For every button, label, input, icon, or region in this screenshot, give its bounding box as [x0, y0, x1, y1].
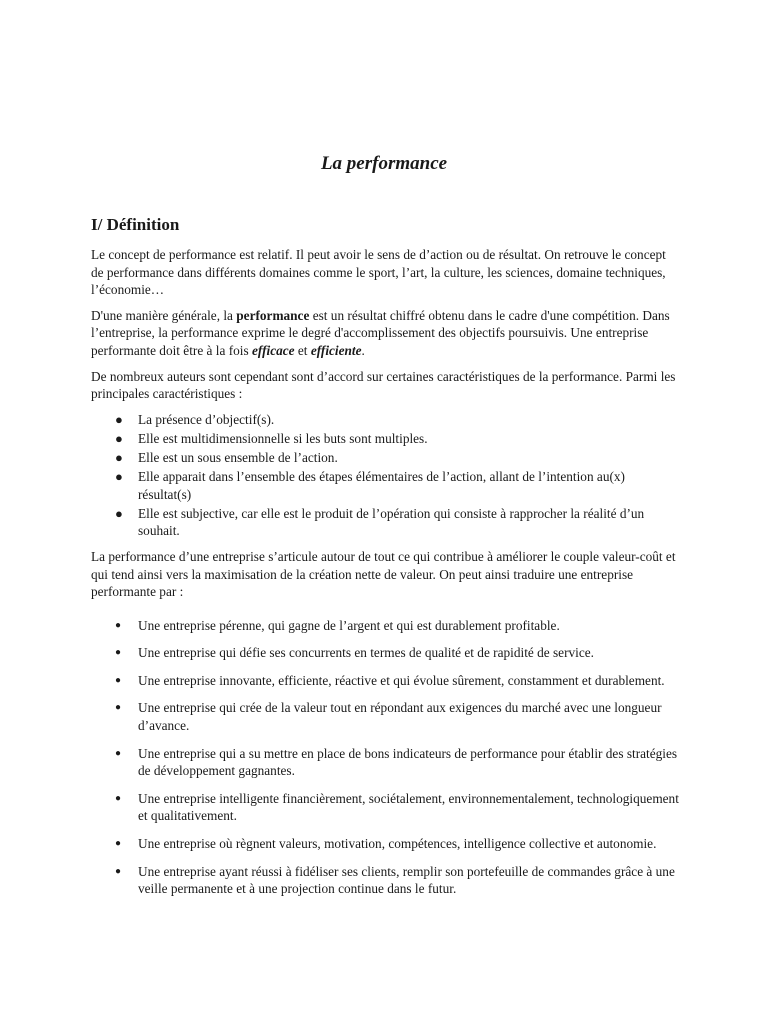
paragraph-definition [91, 307, 681, 360]
list-item-text: Une entreprise ayant réussi à fidéliser ses clients, remplir son portefeuille de commandes grâce à une veille permanente et à une projection continue dans le futur. [138, 863, 675, 897]
list-item [91, 699, 681, 734]
bullet-icon: ● [115, 411, 123, 427]
list-item-text: Une entreprise qui défie ses concurrents en termes de qualité et de rapidité de service. [138, 645, 594, 661]
definition-text-1: D'une manière générale, la [91, 307, 237, 323]
document-title: La performance [320, 153, 448, 174]
bullet-icon: ● [115, 674, 122, 686]
term-efficace: efficace [251, 342, 295, 358]
definition-text-4: . [361, 342, 365, 358]
list-item-text: Une entreprise qui crée de la valeur tout en répondant aux exigences du marché avec une longueur d’avance. [138, 700, 662, 734]
bullet-icon: ● [115, 865, 122, 877]
document-body [91, 214, 681, 908]
bullet-icon: ● [115, 792, 122, 804]
bullet-icon: ● [115, 430, 123, 446]
characteristics-list [91, 411, 681, 540]
paragraph-concept: Le concept de performance est relatif. Il peut avoir le sens de d’action ou de résultat. On retrouve le concept de performance dans différents domaines comme le sport, l’art, la culture, les sciences, domaine techniques, l’économie… [91, 247, 666, 298]
section-heading: I/ Définition [91, 215, 180, 234]
bullet-icon: ● [115, 647, 122, 659]
term-efficiente: efficiente [310, 342, 362, 358]
list-item-text: La présence d’objectif(s). [138, 411, 275, 427]
list-item [91, 672, 681, 690]
list-item-text: Elle est multidimensionnelle si les buts sont multiples. [138, 430, 428, 446]
list-item [91, 505, 681, 540]
list-item [91, 430, 681, 448]
paragraph-characteristics-intro: De nombreux auteurs sont cependant sont d’accord sur certaines caractéristiques de la performance. Parmi les principales caractéristiques : [91, 368, 676, 402]
enterprise-traits-list [91, 617, 681, 898]
bullet-icon: ● [115, 838, 122, 850]
bullet-icon: ● [115, 469, 123, 485]
bullet-icon: ● [115, 702, 122, 714]
list-item [91, 863, 681, 898]
list-item [91, 468, 681, 503]
term-performance: performance [236, 307, 310, 323]
bullet-icon: ● [115, 505, 123, 521]
list-item-text: Une entreprise innovante, efficiente, réactive et qui évolue sûrement, constamment et durablement. [138, 672, 665, 688]
bullet-icon: ● [115, 449, 123, 465]
list-item-text: Une entreprise pérenne, qui gagne de l’argent et qui est durablement profitable. [138, 617, 560, 633]
list-item [91, 790, 681, 825]
list-item-text: Une entreprise intelligente financièrement, sociétalement, environnementalement, technologiquement et qualitativement. [138, 790, 679, 824]
bullet-icon: ● [115, 747, 122, 759]
definition-text-2: est un résultat chiffré obtenu dans le cadre d'une compétition. Dans l’entreprise, la performance exprime le degré d'accomplissement des objectifs poursuivis. Une entreprise performante doit être à la fois [91, 307, 670, 358]
list-item [91, 617, 681, 635]
list-item [91, 411, 681, 429]
list-item [91, 745, 681, 780]
list-item [91, 449, 681, 467]
list-item-text: Une entreprise où règnent valeurs, motivation, compétences, intelligence collective et autonomie. [138, 836, 657, 852]
list-item [91, 835, 681, 853]
list-item-text: Elle apparait dans l’ensemble des étapes élémentaires de l’action, allant de l’intention au(x) résultat(s) [138, 469, 625, 502]
list-item [91, 644, 681, 662]
definition-text-3: et [294, 342, 311, 358]
list-item-text: Une entreprise qui a su mettre en place de bons indicateurs de performance pour établir des stratégies de développement gagnantes. [138, 745, 678, 779]
list-item-text: Elle est subjective, car elle est le produit de l’opération qui consiste à rapprocher la réalité d’un souhait. [138, 505, 645, 539]
bullet-icon: ● [115, 619, 122, 631]
list-item-text: Elle est un sous ensemble de l’action. [138, 449, 338, 465]
paragraph-enterprise-intro: La performance d’une entreprise s’articule autour de tout ce qui contribue à améliorer le couple valeur-coût et qui tend ainsi vers la maximisation de la création nette de valeur. On peut ainsi traduire une entreprise performante par : [91, 548, 676, 600]
